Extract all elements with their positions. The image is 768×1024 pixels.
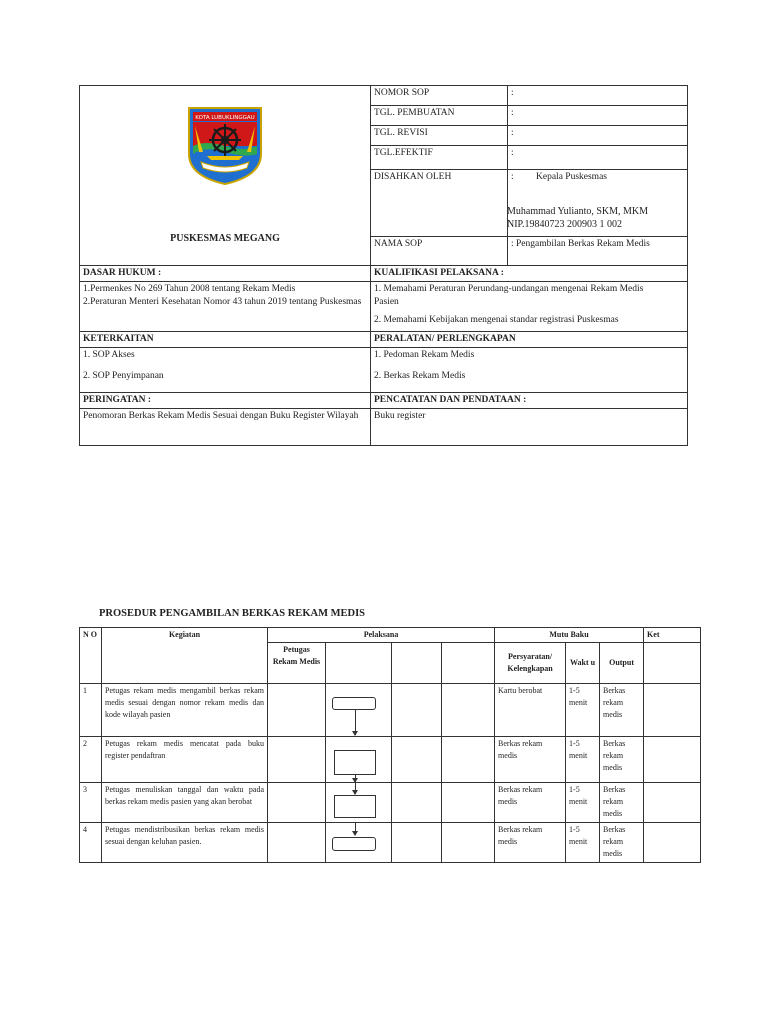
flow-arrow [355,709,356,735]
qualification-item: 2. Memahami Kebijakan mengenai standar registrasi Puskesmas [374,315,619,325]
field-label-effective-date: TGL.EFEKTIF [371,146,508,170]
flow-process-box [334,795,376,818]
warning-text: Penomoran Berkas Rekam Medis Sesuai dengan Buku Register Wilayah [80,409,371,446]
row-requirements: Kartu berobat [495,684,566,737]
subheader-time: Wakt u [566,643,600,684]
row-time: 1-5 menit [566,684,600,737]
row-time: 1-5 menit [566,737,600,783]
logo-cell [80,86,371,266]
field-value-created-date: : [508,106,688,126]
row-activity: Petugas mendistribusikan berkas rekam medis sesuai dengan keluhan pasien. [102,823,268,863]
row-requirements: Berkas rekam medis [495,737,566,783]
flow-process-box [334,750,376,775]
row-activity: Petugas rekam medis mengambil berkas rekam medis sesuai dengan nomor rekam medis dan kode wilayah pasien [102,684,268,737]
equipment-item: 1. Pedoman Rekam Medis [374,350,475,360]
related-content [80,348,371,393]
approved-by-title: Kepala Puskesmas [536,172,607,182]
warning-title: PERINGATAN : [80,393,371,409]
sop-header-table [79,85,688,446]
flow-cell [326,783,392,823]
row-no: 2 [80,737,102,783]
clinic-name: PUSKESMAS MEGANG [170,233,280,244]
flow-arrow [355,783,356,794]
table-row [80,684,701,737]
subheader-requirements: Persyaratan/ Kelengkapan [495,643,566,684]
row-no: 4 [80,823,102,863]
records-text: Buku register [371,409,688,446]
row-no: 1 [80,684,102,737]
field-value-revision-date: : [508,126,688,146]
equipment-item: 2. Berkas Rekam Medis [374,371,466,381]
sop-name-value: : Pengambilan Berkas Rekam Medis [508,237,688,266]
related-title: KETERKAITAN [80,332,371,348]
row-output: Berkas rekam medis [600,823,644,863]
approved-by-colon: : [511,172,514,182]
procedure-table [79,627,701,863]
field-value-sop-number: : [508,86,688,106]
subheader-officer: Petugas Rekam Medis [268,643,326,684]
col-header-activity: Kegiatan [102,628,268,684]
related-item: 1. SOP Akses [83,350,135,360]
qualification-title: KUALIFIKASI PELAKSANA : [371,266,688,282]
legal-basis-item: 2.Peraturan Menteri Kesehatan Nomor 43 tahun 2019 tentang Puskesmas [83,297,362,307]
flow-arrow [355,774,356,782]
records-title: PENCATATAN DAN PENDATAAN : [371,393,688,409]
approved-by-label: DISAHKAN OLEH [371,170,508,237]
legal-basis-item: 1.Permenkes No 269 Tahun 2008 tentang Rekam Medis [83,284,296,294]
row-output: Berkas rekam medis [600,684,644,737]
field-label-created-date: TGL. PEMBUATAN [371,106,508,126]
qualification-item: 1. Memahami Peraturan Perundang-undangan mengenai Rekam Medis Pasien [374,284,644,307]
approved-by-nip: NIP.19840723 200903 1 002 [507,219,623,230]
subheader-output: Output [600,643,644,684]
row-requirements: Berkas rekam medis [495,823,566,863]
row-activity: Petugas menuliskan tanggal dan waktu pada berkas rekam medis pasien yang akan berobat [102,783,268,823]
equipment-content [371,348,688,393]
flow-cell [326,684,392,737]
row-output: Berkas rekam medis [600,783,644,823]
field-label-revision-date: TGL. REVISI [371,126,508,146]
procedure-title: PROSEDUR PENGAMBILAN BERKAS REKAM MEDIS [99,608,366,619]
approved-by-block [508,170,688,237]
flow-arrow [355,823,356,835]
row-time: 1-5 menit [566,783,600,823]
related-item: 2. SOP Penyimpanan [83,371,164,381]
flow-terminator-end [332,837,376,851]
flow-cell [326,823,392,863]
flow-cell [326,737,392,783]
city-emblem-logo [185,106,265,186]
table-row [80,823,701,863]
flow-terminator-start [332,697,376,710]
row-activity: Petugas rekam medis mencatat pada buku register pendaftran [102,737,268,783]
svg-text:KOTA LUBUKLINGGAU: KOTA LUBUKLINGGAU [195,115,255,121]
row-time: 1-5 menit [566,823,600,863]
row-requirements: Berkas rekam medis [495,783,566,823]
field-value-effective-date: : [508,146,688,170]
col-header-no: N O [80,628,102,684]
approved-by-name: Muhammad Yulianto, SKM, MKM [507,206,649,217]
legal-basis-content [80,282,371,332]
sop-name-label: NAMA SOP [371,237,508,266]
col-header-executor: Pelaksana [268,628,495,643]
row-no: 3 [80,783,102,823]
legal-basis-title: DASAR HUKUM : [80,266,371,282]
qualification-content [371,282,688,332]
row-output: Berkas rekam medis [600,737,644,783]
col-header-quality: Mutu Baku [495,628,644,643]
table-row [80,737,701,783]
col-header-note: Ket [644,628,701,643]
table-row [80,783,701,823]
equipment-title: PERALATAN/ PERLENGKAPAN [371,332,688,348]
field-label-sop-number: NOMOR SOP [371,86,508,106]
